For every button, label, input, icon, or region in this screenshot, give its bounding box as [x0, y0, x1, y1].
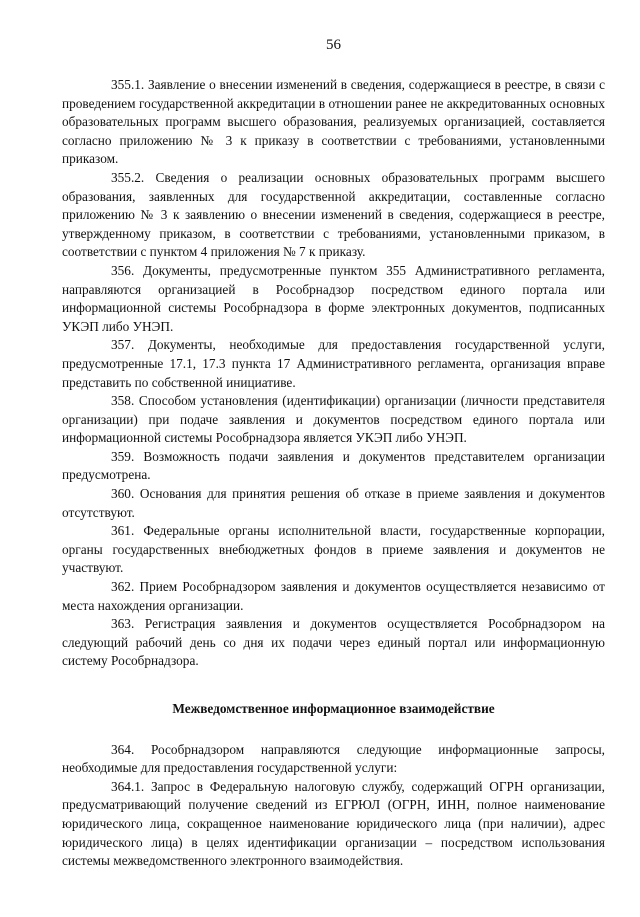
paragraph-356: 356. Документы, предусмотренные пунктом 355 Административного регламента, направляются организацией в Рособрнадзор посредством единого портала или информационной системы Рособрнадзора в форме электронных документов, подписанных УКЭП либо УНЭП. [62, 262, 605, 334]
section-heading: Межведомственное информационное взаимодействие [172, 701, 495, 716]
paragraph-357: 357. Документы, необходимые для предоставления государственной услуги, предусмотренные 17.1, 17.3 пункта 17 Административного регламента, организация вправе представить по собственной инициативе. [62, 337, 605, 390]
paragraph-361: 361. Федеральные органы исполнительной власти, государственные корпорации, органы государственных внебюджетных фондов в приеме заявления и документов не участвуют. [62, 523, 605, 576]
page-number: 56 [326, 37, 341, 53]
paragraph-358: 358. Способом установления (идентификации) организации (личности представителя организации) при подаче заявления и документов посредством единого портала или информационной системы Рособрнадзора является УКЭП либо УНЭП. [62, 393, 605, 446]
paragraph-364-1: 364.1. Запрос в Федеральную налоговую службу, содержащий ОГРН организации, предусматривающий получение сведений из ЕГРЮЛ (ОГРН, ИНН, полное наименование юридического лица, сокращенное наименование юридического лица (при наличии), адрес юридического лица) в целях идентификации организации – посредством использования системы межведомственного электронного взаимодействия. [62, 778, 605, 869]
paragraph-360: 360. Основания для принятия решения об отказе в приеме заявления и документов отсутствуют. [62, 486, 605, 520]
paragraph-355-1: 355.1. Заявление о внесении изменений в сведения, содержащиеся в реестре, в связи с проведением государственной аккредитации в отношении ранее не аккредитованных основных образовательных программ высшего образования, реализуемых организацией, составляется согласно приложению № 3 к приказу в соответствии с требованиями, установленными приказом. [62, 77, 605, 167]
paragraph-355-2: 355.2. Сведения о реализации основных образовательных программ высшего образования, заявленных для государственной аккредитации, составленные согласно приложению № 3 к заявлению о внесении изменений в сведения, содержащиеся в реестре, утвержденному приказом, в соответствии с требованиями, установленными приказом, в соответствии с пунктом 4 приложения № 7 к приказу. [62, 169, 605, 260]
paragraph-359: 359. Возможность подачи заявления и документов представителем организации предусмотрена. [62, 448, 605, 483]
paragraph-363: 363. Регистрация заявления и документов осуществляется Рособрнадзором на следующий рабочий день со дня их подачи через единый портал или информационную систему Рособрнадзора. [62, 616, 605, 669]
paragraph-362: 362. Прием Рособрнадзором заявления и документов осуществляется независимо от места нахождения организации. [62, 579, 605, 613]
paragraph-364: 364. Рособрнадзором направляются следующие информационные запросы, необходимые для предоставления государственной услуги: [62, 741, 605, 776]
